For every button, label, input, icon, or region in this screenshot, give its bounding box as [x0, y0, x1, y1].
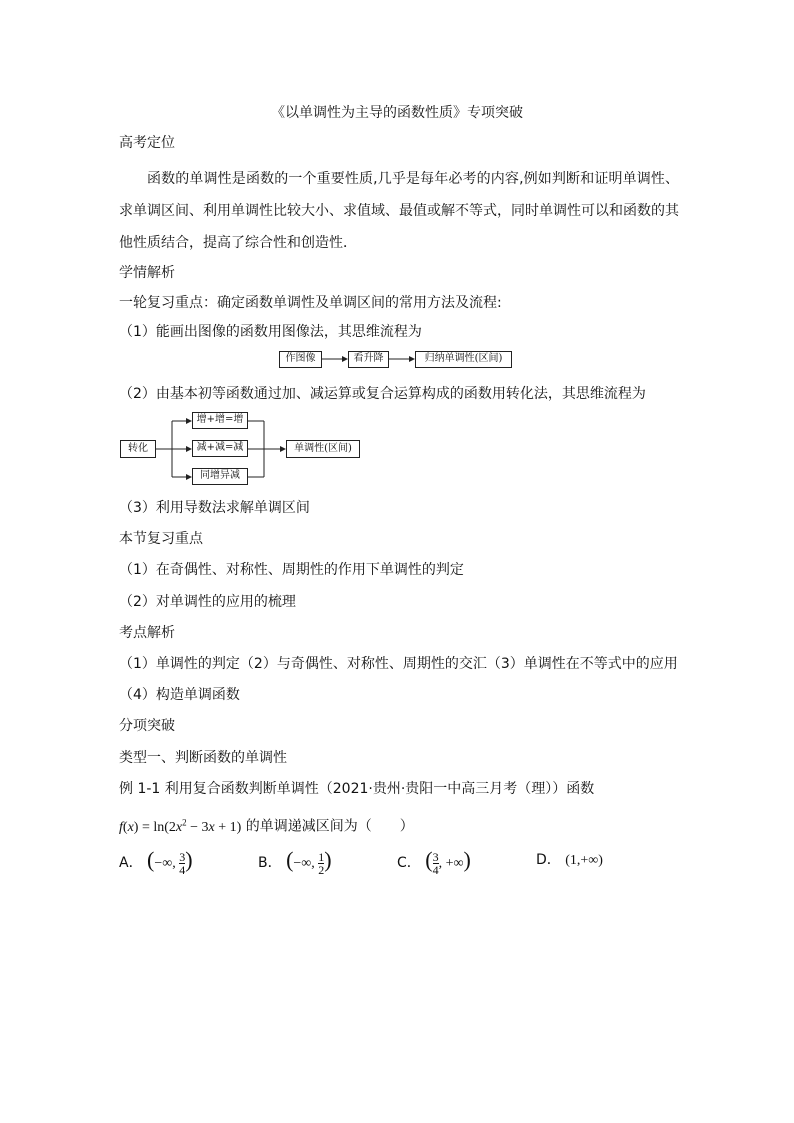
item-1-text: （1）能画出图像的函数用图像法，其思维流程为: [119, 324, 422, 340]
option-c-value: ( $\frac{3}{4}$ , +∞): [425, 847, 471, 878]
focus-item-1: （1）在奇偶性、对称性、周期性的作用下单调性的判定: [119, 562, 464, 578]
flow2-end: 单调性(区间): [286, 440, 360, 458]
option-a[interactable]: [119, 847, 193, 878]
page-title: 《以单调性为主导的函数性质》专项突破: [271, 105, 523, 121]
type-1-heading: 类型一、判断函数的单调性: [119, 750, 287, 766]
flow1-step-draw: 作图像: [279, 351, 322, 368]
focus-item-2: （2）对单调性的应用的梳理: [119, 594, 296, 610]
option-a-value: (−∞, $\frac{3}{4}$ ): [147, 847, 193, 878]
flow2-rule-composite: 同增异减: [192, 468, 248, 485]
option-c-label: C．: [397, 855, 421, 872]
option-d-value: (1,+∞): [565, 853, 603, 868]
option-c[interactable]: [397, 847, 471, 878]
points-line-1: （1）单调性的判定（2）与奇偶性、对称性、周期性的交汇（3）单调性在不等式中的应用: [119, 656, 678, 672]
flow2-rule-inc: 增+增=增: [192, 412, 248, 429]
example-function-line: [119, 812, 414, 838]
option-d[interactable]: [536, 850, 603, 871]
heading-breakthrough: 分项突破: [119, 718, 175, 734]
heading-focus: 本节复习重点: [119, 531, 203, 547]
flow1-step-observe: 看升降: [348, 351, 389, 368]
points-line-2: （4）构造单调函数: [119, 687, 240, 703]
intro-paragraph: 函数的单调性是函数的一个重要性质,几乎是每年必考的内容,例如判断和证明单调性、求单调区间、利用单调性比较大小、求值域、最值或解不等式，同时单调性可以和函数的其他性质结合，提高了综合性和创造性．: [119, 171, 679, 251]
review-key-text: 一轮复习重点：确定函数单调性及单调区间的常用方法及流程:: [119, 295, 502, 311]
option-b-label: B．: [258, 855, 282, 872]
example-1-1: 例 1-1 利用复合函数判断单调性（2021·贵州·贵阳一中高三月考（理））函数: [119, 781, 595, 797]
function-question: 的单调递减区间为（ ）: [245, 818, 414, 835]
heading-analysis: 学情解析: [119, 265, 175, 281]
option-b-value: (−∞, $\frac{1}{2}$ ): [286, 847, 332, 878]
flow2-rule-dec: 减+减=减: [192, 440, 248, 457]
flow2-start: 转化: [120, 440, 156, 458]
heading-points: 考点解析: [119, 625, 175, 641]
heading-exam-position: 高考定位: [119, 135, 175, 151]
option-d-label: D．: [536, 852, 561, 868]
item-3-text: （3）利用导数法求解单调区间: [119, 500, 310, 516]
item-2-text: （2）由基本初等函数通过加、减运算或复合运算构成的函数用转化法，其思维流程为: [119, 386, 646, 402]
flow1-step-conclude: 归纳单调性(区间): [415, 351, 512, 368]
option-b[interactable]: [258, 847, 332, 878]
option-a-label: A．: [119, 855, 143, 872]
function-formula: $f(x) = \ln(2x^2 - 3x + 1)$: [119, 817, 242, 835]
